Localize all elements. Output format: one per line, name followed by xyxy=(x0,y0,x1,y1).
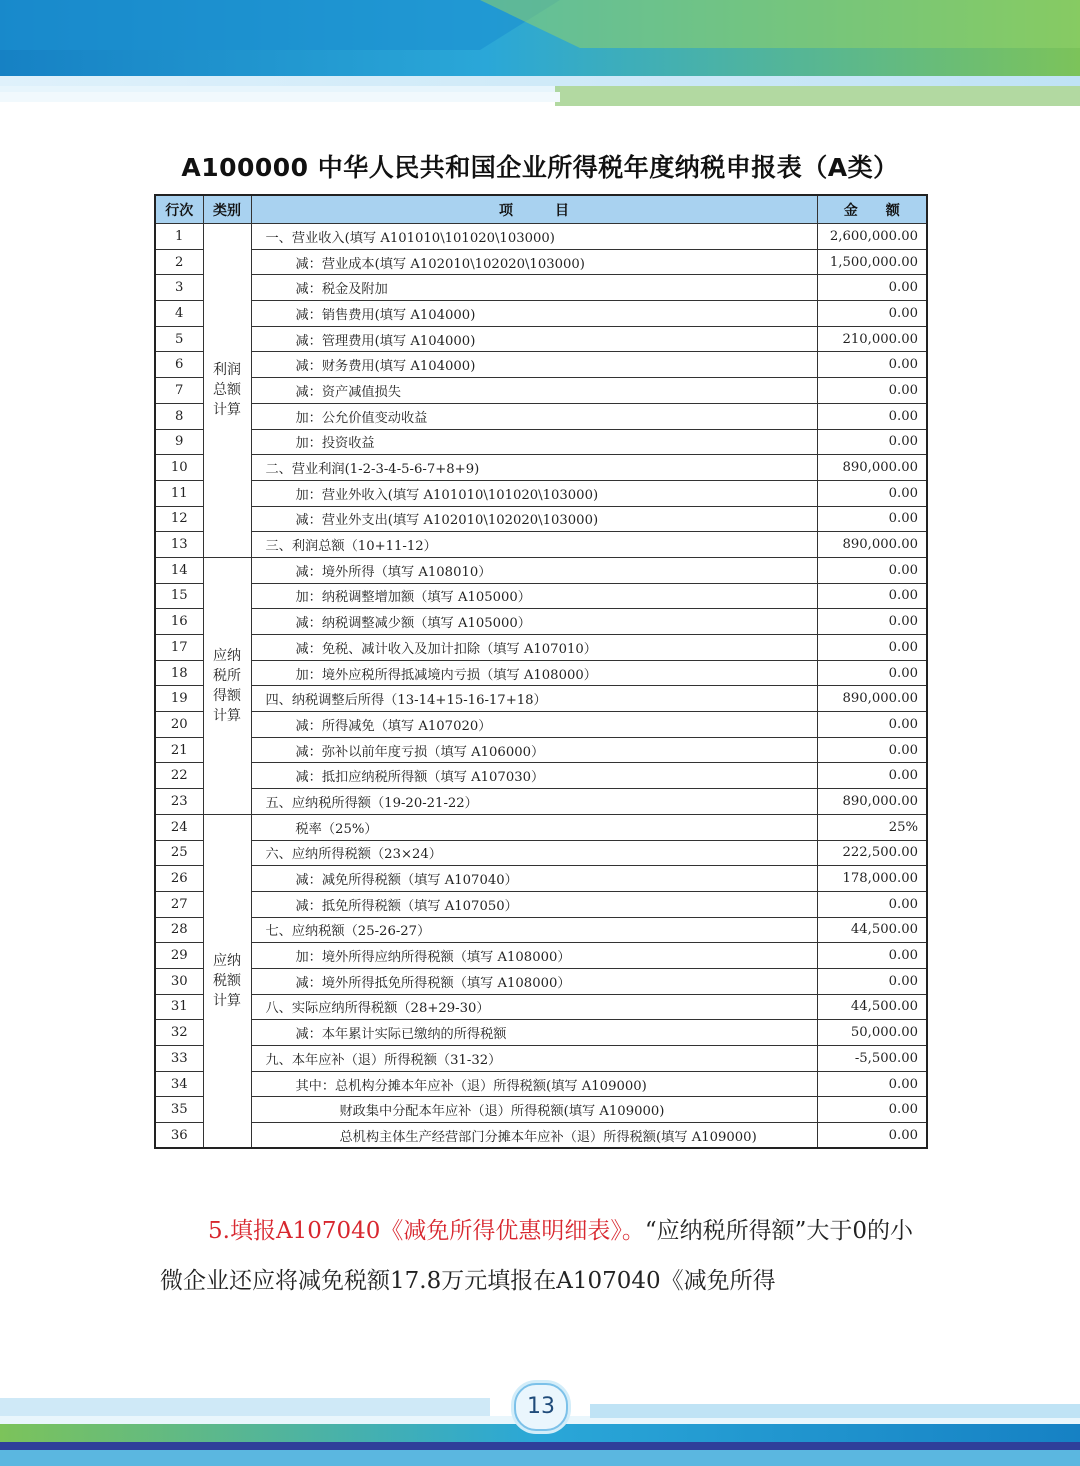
item-cell xyxy=(251,1046,817,1072)
row-number: 35 xyxy=(155,1097,203,1123)
row-number: 7 xyxy=(155,378,203,404)
table-row xyxy=(155,429,927,455)
amount-cell: 44,500.00 xyxy=(817,994,927,1020)
row-number: 18 xyxy=(155,660,203,686)
row-number: 3 xyxy=(155,275,203,301)
amount-cell: 222,500.00 xyxy=(817,840,927,866)
item-cell xyxy=(251,352,817,378)
item-cell xyxy=(251,917,817,943)
item-text: 加：营业外收入(填写 A101010\101020\103000) xyxy=(295,487,599,503)
amount-cell: 0.00 xyxy=(817,378,927,404)
row-number: 27 xyxy=(155,891,203,917)
body-paragraph xyxy=(160,1206,930,1306)
table-row xyxy=(155,789,927,815)
table-row xyxy=(155,866,927,892)
table-row xyxy=(155,480,927,506)
row-number: 15 xyxy=(155,583,203,609)
amount-cell: 0.00 xyxy=(817,609,927,635)
amount-cell: 1,500,000.00 xyxy=(817,249,927,275)
row-number: 30 xyxy=(155,968,203,994)
row-number: 8 xyxy=(155,403,203,429)
category-label: 应纳税所得额计算 xyxy=(213,647,241,724)
table-row xyxy=(155,557,927,583)
item-text: 减：资产减值损失 xyxy=(295,384,401,400)
table-row xyxy=(155,891,927,917)
item-cell xyxy=(251,891,817,917)
amount-cell: 0.00 xyxy=(817,352,927,378)
item-text: 减：抵扣应纳税所得额（填写 A107030） xyxy=(295,770,545,786)
amount-cell: 0.00 xyxy=(817,660,927,686)
amount-cell: 890,000.00 xyxy=(817,789,927,815)
item-cell xyxy=(251,789,817,815)
amount-cell: 44,500.00 xyxy=(817,917,927,943)
row-number: 21 xyxy=(155,737,203,763)
amount-cell: -5,500.00 xyxy=(817,1046,927,1072)
item-text: 加：公允价值变动收益 xyxy=(295,410,428,426)
item-cell xyxy=(251,480,817,506)
table-row xyxy=(155,506,927,532)
amount-cell: 0.00 xyxy=(817,275,927,301)
table-row xyxy=(155,532,927,558)
row-number: 2 xyxy=(155,249,203,275)
amount-cell: 50,000.00 xyxy=(817,1020,927,1046)
amount-cell: 0.00 xyxy=(817,1071,927,1097)
item-text: 减：境外所得抵免所得税额（填写 A108000） xyxy=(295,975,571,991)
table-row xyxy=(155,994,927,1020)
tax-return-table xyxy=(154,194,928,1149)
table-row xyxy=(155,943,927,969)
top-decorative-band xyxy=(0,0,1080,120)
table-row xyxy=(155,917,927,943)
amount-cell: 0.00 xyxy=(817,557,927,583)
row-number: 6 xyxy=(155,352,203,378)
row-number: 9 xyxy=(155,429,203,455)
row-number: 13 xyxy=(155,532,203,558)
row-number: 31 xyxy=(155,994,203,1020)
item-text: 减：弥补以前年度亏损（填写 A106000） xyxy=(295,744,545,760)
item-cell xyxy=(251,378,817,404)
amount-cell: 25% xyxy=(817,814,927,840)
table-row xyxy=(155,1071,927,1097)
row-number: 29 xyxy=(155,943,203,969)
table-row xyxy=(155,660,927,686)
category-cell xyxy=(203,224,251,558)
item-text: 八、实际应纳所得税额（28+29-30） xyxy=(265,1001,490,1017)
item-text: 减：减免所得税额（填写 A107040） xyxy=(295,873,518,889)
item-text: 减：管理费用(填写 A104000) xyxy=(295,333,476,349)
amount-cell: 0.00 xyxy=(817,635,927,661)
item-text: 加：境外应税所得抵减境内亏损（填写 A108000） xyxy=(295,667,597,683)
item-text: 减：税金及附加 xyxy=(295,282,388,298)
amount-cell: 0.00 xyxy=(817,943,927,969)
item-cell xyxy=(251,737,817,763)
item-cell xyxy=(251,994,817,1020)
row-number: 4 xyxy=(155,301,203,327)
row-number: 5 xyxy=(155,326,203,352)
item-text: 减：所得减免（填写 A107020） xyxy=(295,718,492,734)
step-heading: 5.填报A107040《减免所得优惠明细表》。 xyxy=(208,1218,645,1244)
amount-cell: 0.00 xyxy=(817,506,927,532)
item-text: 减：抵免所得税额（填写 A107050） xyxy=(295,898,518,914)
item-cell xyxy=(251,224,817,250)
row-number: 22 xyxy=(155,763,203,789)
amount-cell: 178,000.00 xyxy=(817,866,927,892)
item-text: 五、应纳税所得额（19-20-21-22） xyxy=(265,795,478,811)
amount-cell: 2,600,000.00 xyxy=(817,224,927,250)
item-text: 税率（25%） xyxy=(295,821,378,837)
item-cell xyxy=(251,1123,817,1149)
table-row xyxy=(155,1020,927,1046)
item-cell xyxy=(251,1071,817,1097)
table-row xyxy=(155,326,927,352)
table-row xyxy=(155,352,927,378)
row-number: 12 xyxy=(155,506,203,532)
item-cell xyxy=(251,557,817,583)
item-text: 一、营业收入(填写 A101010\101020\103000) xyxy=(265,230,555,246)
table-row xyxy=(155,712,927,738)
item-text: 六、应纳所得税额（23×24） xyxy=(265,847,442,863)
item-cell xyxy=(251,301,817,327)
table-row xyxy=(155,378,927,404)
item-cell xyxy=(251,326,817,352)
item-cell xyxy=(251,943,817,969)
item-text: 其中：总机构分摊本年应补（退）所得税额(填写 A109000) xyxy=(295,1078,647,1094)
category-label: 应纳税额计算 xyxy=(213,953,241,1010)
header-amount: 金 额 xyxy=(817,195,927,224)
item-text: 二、营业利润(1-2-3-4-5-6-7+8+9) xyxy=(265,462,480,478)
table-row xyxy=(155,403,927,429)
table-row xyxy=(155,1046,927,1072)
table-row xyxy=(155,1123,927,1149)
item-text: 总机构主体生产经营部门分摊本年应补（退）所得税额(填写 A109000) xyxy=(339,1129,757,1145)
header-row-number: 行次 xyxy=(155,195,203,224)
item-text: 减：销售费用(填写 A104000) xyxy=(295,307,476,323)
amount-cell: 0.00 xyxy=(817,737,927,763)
table-header-row xyxy=(155,195,927,224)
item-text: 减：本年累计实际已缴纳的所得税额 xyxy=(295,1027,507,1043)
table-row xyxy=(155,609,927,635)
item-cell xyxy=(251,635,817,661)
row-number: 19 xyxy=(155,686,203,712)
item-cell xyxy=(251,763,817,789)
item-text: 减：营业外支出(填写 A102010\102020\103000) xyxy=(295,513,599,529)
amount-cell: 210,000.00 xyxy=(817,326,927,352)
item-cell xyxy=(251,866,817,892)
row-number: 10 xyxy=(155,455,203,481)
item-cell xyxy=(251,1097,817,1123)
item-cell xyxy=(251,275,817,301)
amount-cell: 0.00 xyxy=(817,968,927,994)
page-number-badge: 13 xyxy=(514,1383,568,1431)
amount-cell: 0.00 xyxy=(817,583,927,609)
item-cell xyxy=(251,532,817,558)
header-item: 项 目 xyxy=(251,195,817,224)
row-number: 17 xyxy=(155,635,203,661)
table-row xyxy=(155,686,927,712)
row-number: 28 xyxy=(155,917,203,943)
amount-cell: 0.00 xyxy=(817,1123,927,1149)
item-text: 减：境外所得（填写 A108010） xyxy=(295,564,492,580)
amount-cell: 890,000.00 xyxy=(817,455,927,481)
row-number: 20 xyxy=(155,712,203,738)
table-row xyxy=(155,840,927,866)
table-row xyxy=(155,763,927,789)
item-cell xyxy=(251,583,817,609)
row-number: 23 xyxy=(155,789,203,815)
table-row xyxy=(155,968,927,994)
item-cell xyxy=(251,660,817,686)
row-number: 36 xyxy=(155,1123,203,1149)
item-cell xyxy=(251,403,817,429)
item-text: 三、利润总额（10+11-12） xyxy=(265,539,437,555)
item-cell xyxy=(251,609,817,635)
paragraph-text: “应纳税所得额”大于0的小微企业还应将减免税额17.8万元填报在A107040《减免所得 xyxy=(160,1218,914,1294)
amount-cell: 0.00 xyxy=(817,403,927,429)
item-text: 七、应纳税额（25-26-27） xyxy=(265,924,431,940)
row-number: 34 xyxy=(155,1071,203,1097)
row-number: 33 xyxy=(155,1046,203,1072)
item-cell xyxy=(251,506,817,532)
table-row xyxy=(155,635,927,661)
row-number: 1 xyxy=(155,224,203,250)
item-text: 减：营业成本(填写 A102010\102020\103000) xyxy=(295,256,585,272)
item-cell xyxy=(251,686,817,712)
item-text: 加：投资收益 xyxy=(295,436,375,452)
item-text: 减：财务费用(填写 A104000) xyxy=(295,359,476,375)
table-row xyxy=(155,583,927,609)
amount-cell: 0.00 xyxy=(817,712,927,738)
item-text: 减：纳税调整减少额（填写 A105000） xyxy=(295,616,531,632)
row-number: 26 xyxy=(155,866,203,892)
category-cell xyxy=(203,814,251,1148)
table-row xyxy=(155,224,927,250)
amount-cell: 890,000.00 xyxy=(817,686,927,712)
page-title: A100000 中华人民共和国企业所得税年度纳税申报表（A类） xyxy=(181,153,899,182)
category-label: 利润总额计算 xyxy=(213,362,241,419)
item-cell xyxy=(251,429,817,455)
amount-cell: 0.00 xyxy=(817,301,927,327)
table-row xyxy=(155,814,927,840)
item-cell xyxy=(251,840,817,866)
row-number: 16 xyxy=(155,609,203,635)
item-text: 加：纳税调整增加额（填写 A105000） xyxy=(295,590,531,606)
amount-cell: 0.00 xyxy=(817,763,927,789)
item-text: 减：免税、减计收入及加计扣除（填写 A107010） xyxy=(295,641,597,657)
table-row xyxy=(155,737,927,763)
category-cell xyxy=(203,557,251,814)
row-number: 14 xyxy=(155,557,203,583)
amount-cell: 0.00 xyxy=(817,480,927,506)
table-row xyxy=(155,249,927,275)
item-text: 九、本年应补（退）所得税额（31-32） xyxy=(265,1052,502,1068)
row-number: 24 xyxy=(155,814,203,840)
table-row xyxy=(155,455,927,481)
item-cell xyxy=(251,968,817,994)
row-number: 25 xyxy=(155,840,203,866)
amount-cell: 890,000.00 xyxy=(817,532,927,558)
amount-cell: 0.00 xyxy=(817,429,927,455)
item-cell xyxy=(251,814,817,840)
table-row xyxy=(155,275,927,301)
item-cell xyxy=(251,455,817,481)
row-number: 11 xyxy=(155,480,203,506)
item-text: 四、纳税调整后所得（13-14+15-16-17+18） xyxy=(265,693,547,709)
item-text: 加：境外所得应纳所得税额（填写 A108000） xyxy=(295,950,571,966)
amount-cell: 0.00 xyxy=(817,891,927,917)
table-row xyxy=(155,301,927,327)
item-cell xyxy=(251,712,817,738)
row-number: 32 xyxy=(155,1020,203,1046)
amount-cell: 0.00 xyxy=(817,1097,927,1123)
item-cell xyxy=(251,249,817,275)
item-text: 财政集中分配本年应补（退）所得税额(填写 A109000) xyxy=(339,1104,665,1120)
item-cell xyxy=(251,1020,817,1046)
table-row xyxy=(155,1097,927,1123)
header-category: 类别 xyxy=(203,195,251,224)
